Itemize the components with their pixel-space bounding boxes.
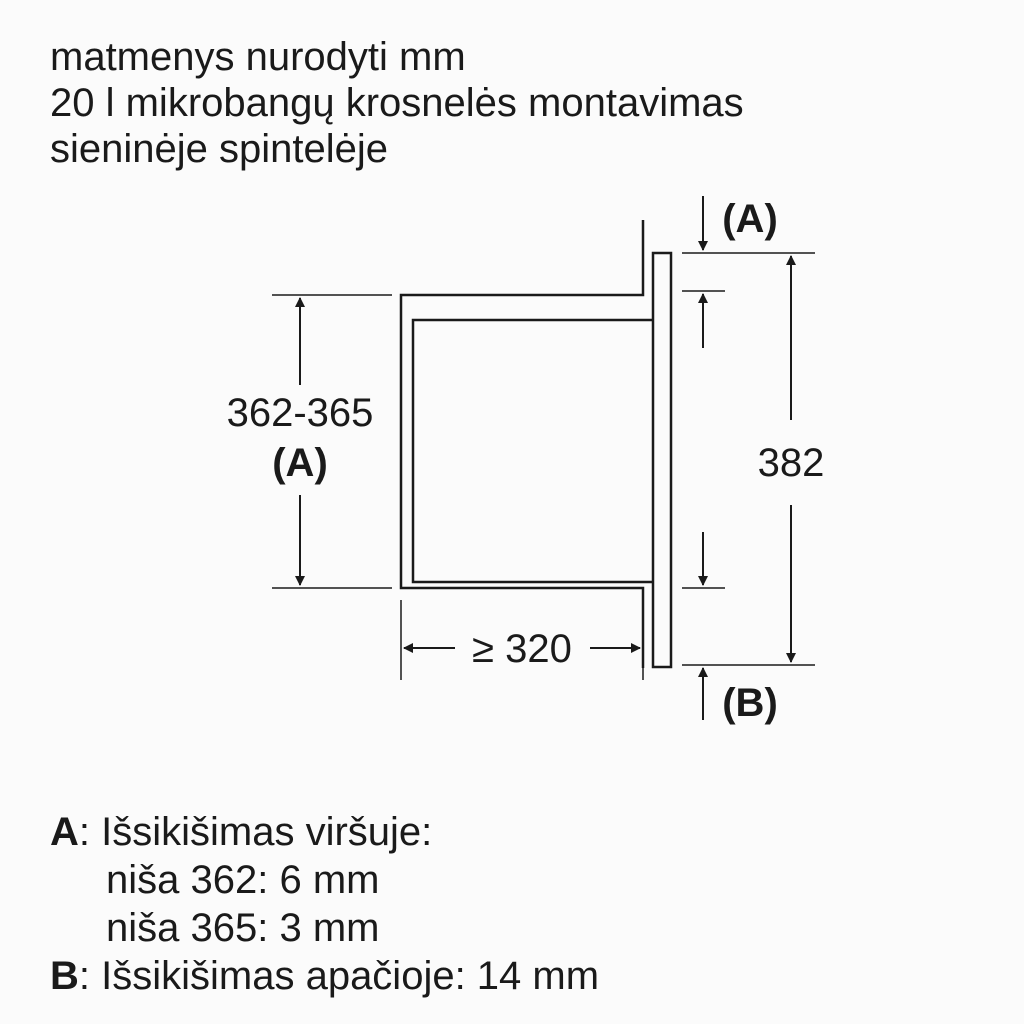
niche-height-value: 362-365 bbox=[226, 391, 374, 435]
legend-a-key: A bbox=[50, 810, 79, 854]
total-height-value: 382 bbox=[757, 441, 825, 485]
appliance-front-panel bbox=[653, 253, 671, 667]
niche-inner bbox=[413, 320, 653, 582]
legend-b-text: : Išsikišimas apačioje: 14 mm bbox=[78, 954, 600, 998]
legend-a-title: : Išsikišimas viršuje: bbox=[78, 810, 433, 854]
niche-height-ref: (A) bbox=[272, 441, 328, 485]
label-top-a: (A) bbox=[722, 197, 778, 241]
legend-a bbox=[50, 808, 599, 856]
legend-b bbox=[50, 952, 599, 1000]
niche-outer bbox=[401, 220, 643, 668]
label-bottom-b: (B) bbox=[722, 681, 778, 725]
cabinet-niche bbox=[401, 220, 653, 668]
title-line-2: 20 l mikrobangų krosnelės montavimas bbox=[50, 81, 744, 125]
depth-value: ≥ 320 bbox=[472, 627, 572, 671]
legend-a-line-1: niša 362: 6 mm bbox=[106, 858, 380, 902]
extension-lines bbox=[272, 253, 815, 680]
legend-b-key: B bbox=[50, 954, 79, 998]
title-line-3: sieninėje spintelėje bbox=[50, 127, 389, 171]
legend-a-line-2: niša 365: 3 mm bbox=[106, 906, 380, 950]
legend bbox=[50, 808, 599, 1000]
title-line-1: matmenys nurodyti mm bbox=[50, 35, 466, 79]
